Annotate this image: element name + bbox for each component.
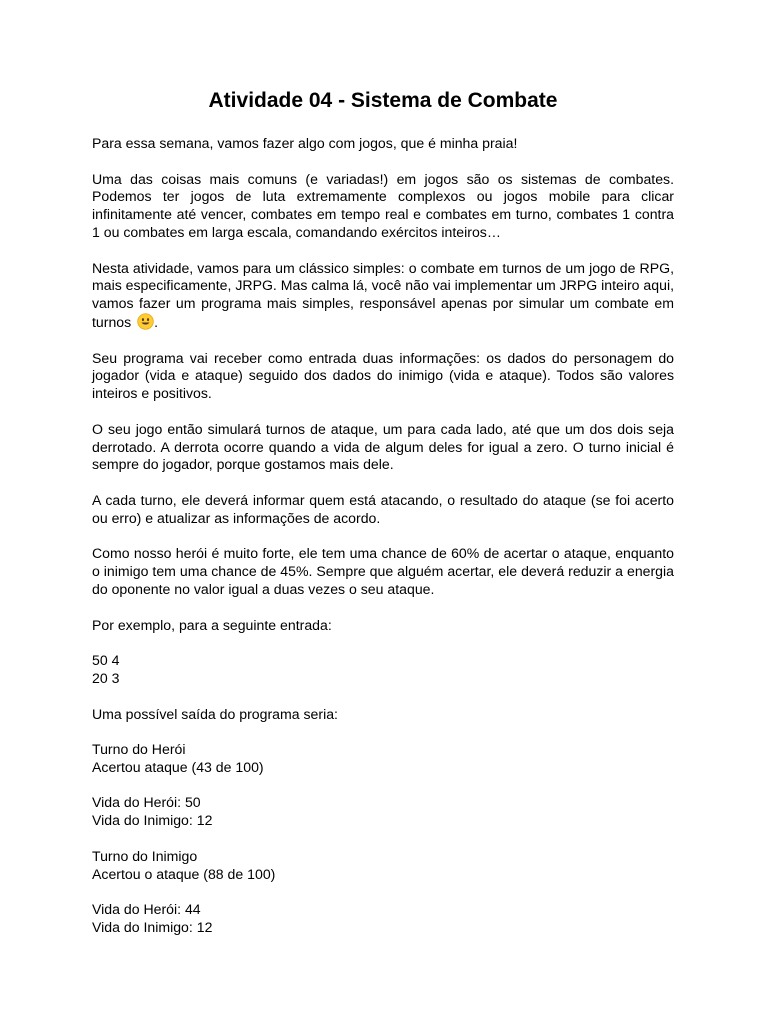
paragraph-activity-period: .	[154, 313, 159, 330]
output-line: Vida do Inimigo: 12	[92, 919, 213, 936]
paragraph-example-intro: Por exemplo, para a seguinte entrada:	[92, 616, 332, 633]
paragraph-activity	[92, 260, 674, 332]
paragraph-input: Seu programa vai receber como entrada duas informações: os dados do personagem do jogador (vida e ataque) seguido dos dados do inimigo (vida e ataque). Todos são valores inteiros e positivos.	[92, 349, 674, 402]
output-block	[92, 741, 674, 777]
paragraph-combat-systems: Uma das coisas mais comuns (e variadas!) em jogos são os sistemas de combates. Podemos ter jogos de luta extremamente complexos ou jogos mobile para clicar infinitamente até vencer, combates em tempo real e combates em turno, combates 1 contra 1 ou combates em larga escala, comandando exércitos inteiros…	[92, 170, 674, 240]
output-line: Turno do Herói	[92, 741, 186, 758]
paragraph-each-turn: A cada turno, ele deverá informar quem está atacando, o resultado do ataque (se foi acerto ou erro) e atualizar as informações de acordo.	[92, 491, 674, 526]
input-example	[92, 652, 674, 688]
paragraph-turns: O seu jogo então simulará turnos de ataque, um para cada lado, até que um dos dois seja derrotado. A derrota ocorre quando a vida de algum deles for igual a zero. O turno inicial é sempre do jogador, porque gostamos mais dele.	[92, 420, 674, 473]
smiling-face-emoji-icon	[137, 313, 154, 330]
input-line: 50 4	[92, 652, 120, 669]
output-line: Vida do Herói: 50	[92, 794, 201, 811]
document-page	[92, 87, 674, 955]
output-line: Acertou ataque (43 de 100)	[92, 758, 264, 775]
output-block	[92, 794, 674, 830]
input-line: 20 3	[92, 669, 120, 686]
output-block	[92, 901, 674, 937]
output-intro: Uma possível saída do programa seria:	[92, 705, 338, 722]
page-title: Atividade 04 - Sistema de Combate	[208, 89, 558, 112]
paragraph-intro: Para essa semana, vamos fazer algo com jogos, que é minha praia!	[92, 135, 518, 151]
output-block	[92, 848, 674, 884]
output-line: Turno do Inimigo	[92, 847, 198, 864]
paragraph-activity-text: Nesta atividade, vamos para um clássico simples: o combate em turnos de um jogo de RPG, mais especificamente, JRPG. Mas calma lá, você não vai implementar um JRPG inteiro aqui, vamos fazer um programa mais simples, responsável apenas por simular um combate em turnos	[92, 259, 674, 330]
output-line: Vida do Inimigo: 12	[92, 812, 213, 829]
paragraph-hit-chance: Como nosso herói é muito forte, ele tem uma chance de 60% de acertar o ataque, enquanto o inimigo tem uma chance de 45%. Sempre que alguém acertar, ele deverá reduzir a energia do oponente no valor igual a duas vezes o seu ataque.	[92, 545, 674, 597]
output-line: Vida do Herói: 44	[92, 901, 201, 918]
output-line: Acertou o ataque (88 de 100)	[92, 865, 276, 882]
